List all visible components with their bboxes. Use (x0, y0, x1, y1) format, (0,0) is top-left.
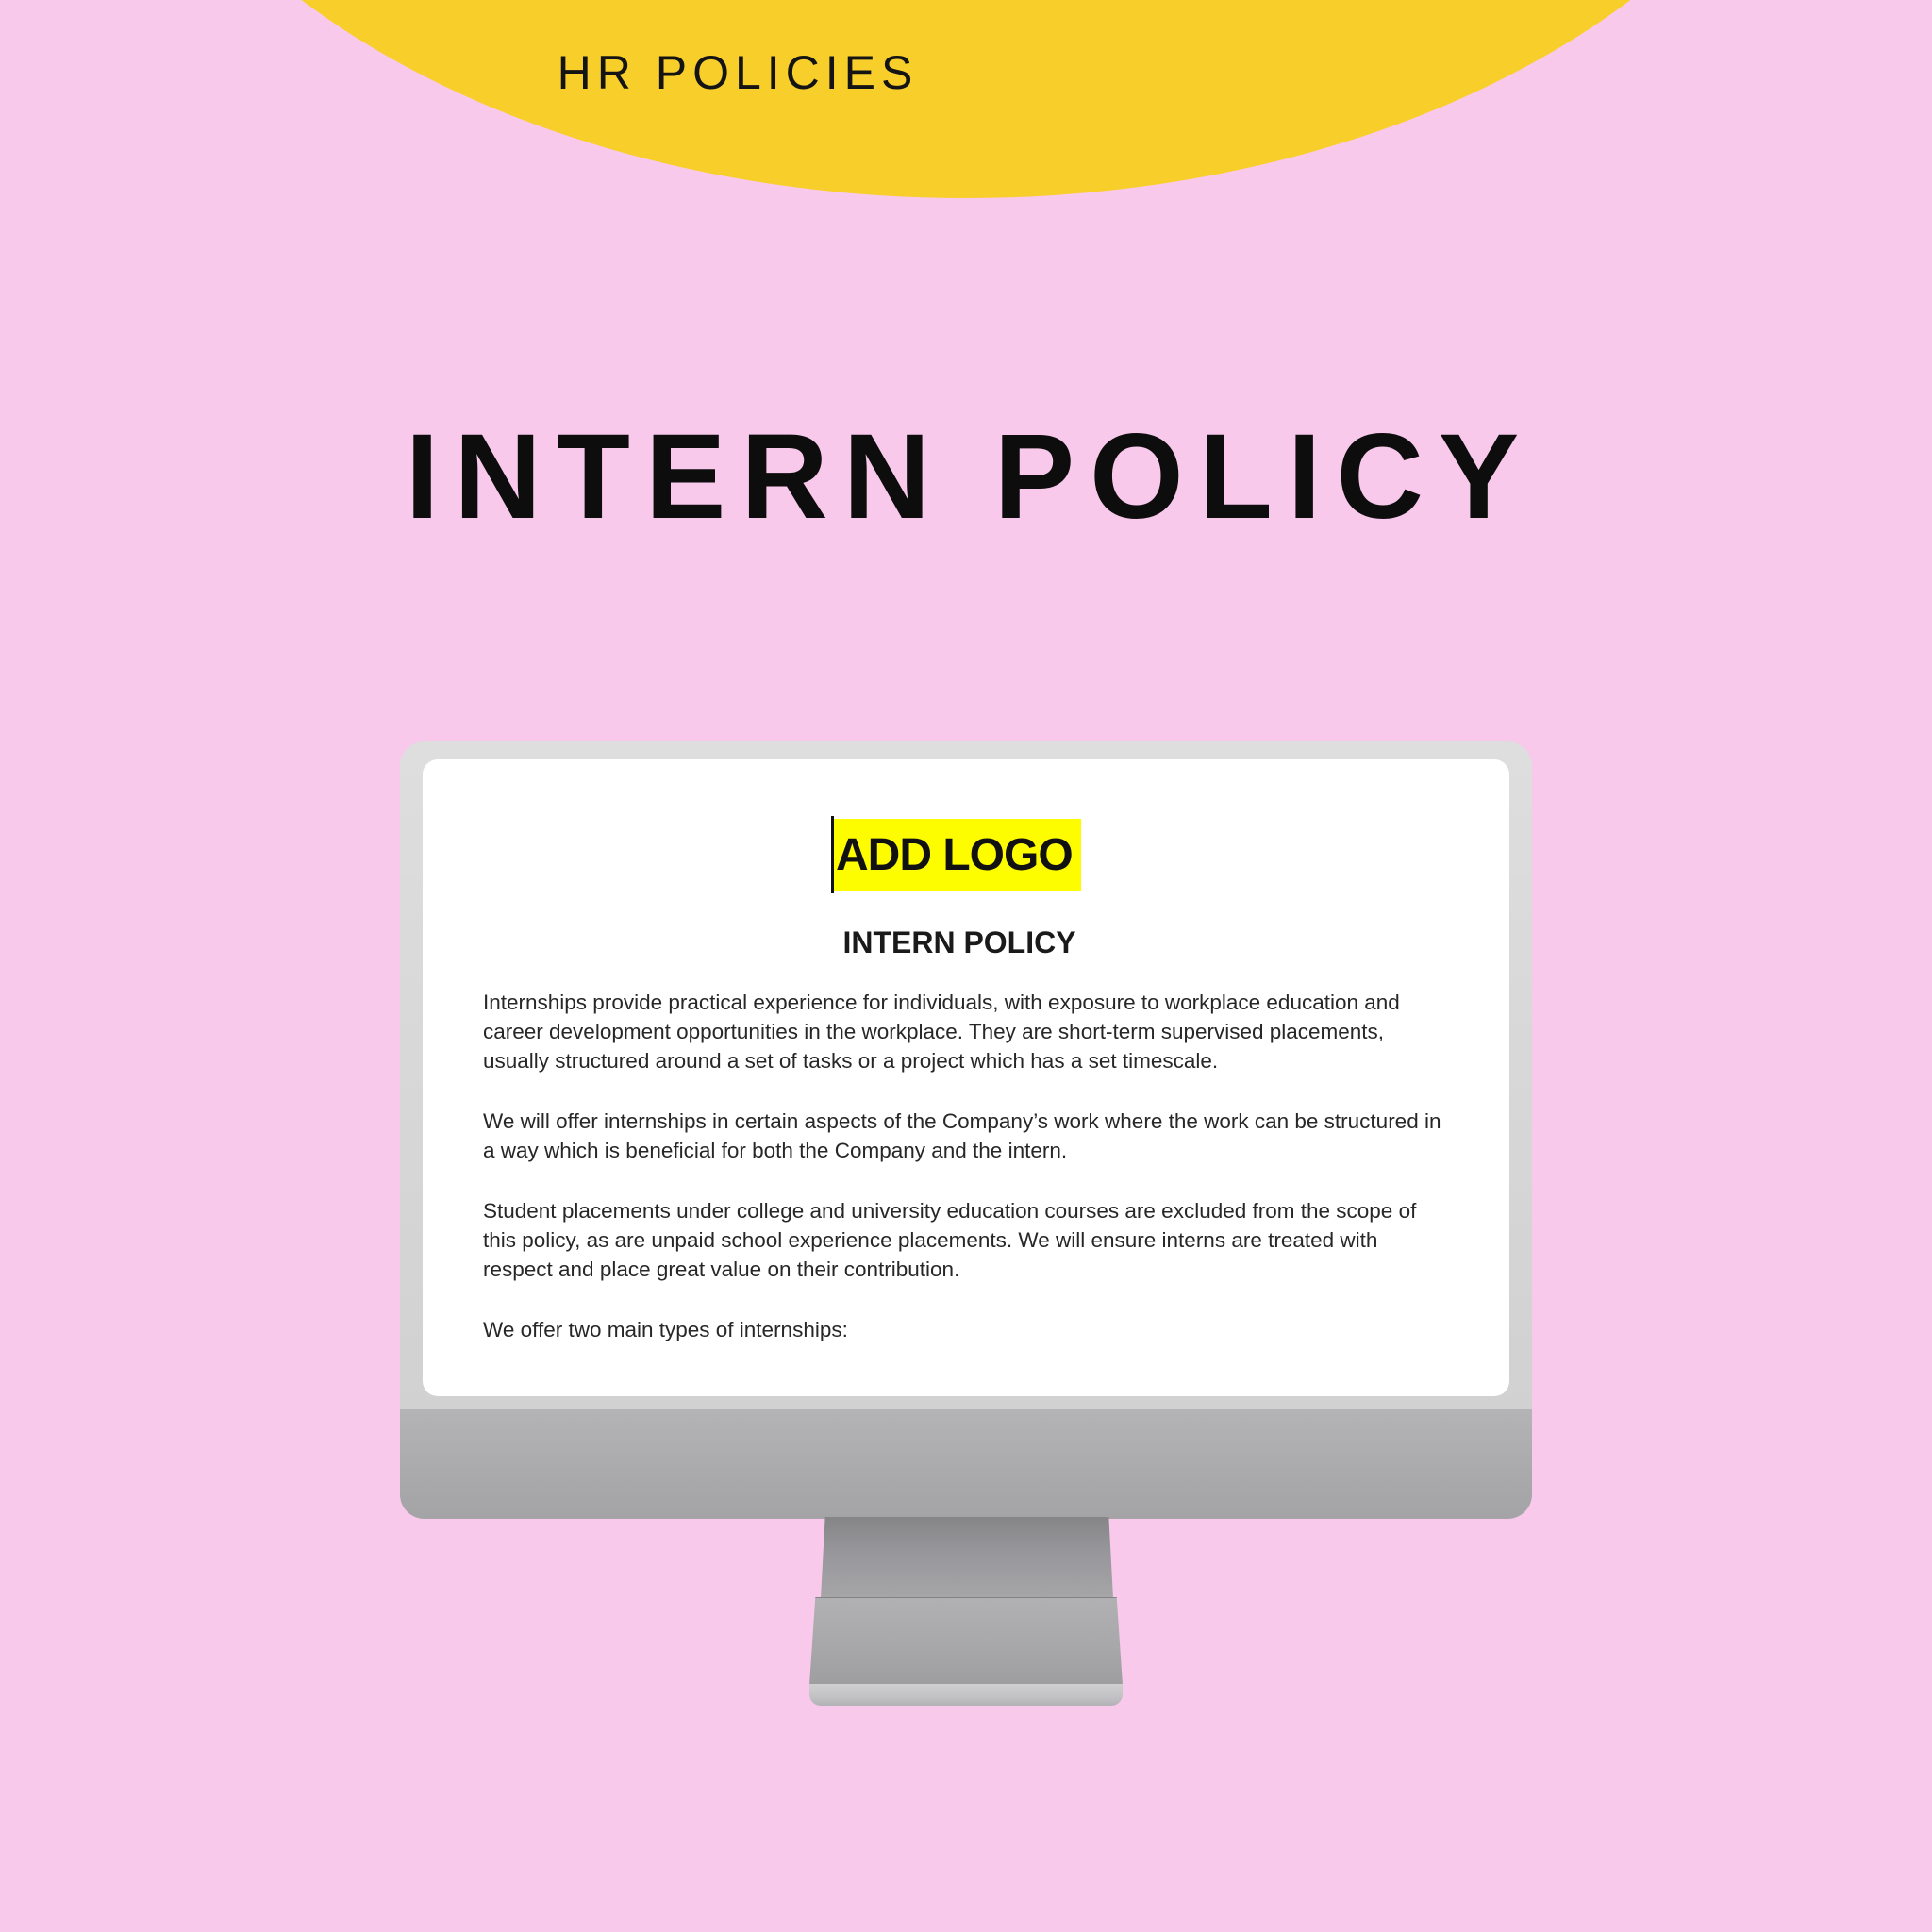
doc-paragraph: We offer two main types of internships: (483, 1318, 848, 1341)
monitor-stand-foot (809, 1684, 1123, 1706)
doc-paragraph: Internships provide practical experience for individuals, with exposure to workplace education and career development opportunities in the workplace. They are short-term supervised placements, usually structured around a set of tasks or a project which has a set timescale. (483, 991, 1400, 1073)
logo-placeholder[interactable] (832, 819, 1081, 891)
document-body (483, 988, 1447, 1375)
document-title: INTERN POLICY (842, 925, 1076, 959)
monitor-stand-neck (821, 1517, 1113, 1598)
monitor-stand-base (809, 1597, 1123, 1685)
monitor-chin (400, 1409, 1532, 1519)
logo-placeholder-text: ADD LOGO (836, 829, 1073, 880)
poster-title: INTERN POLICY (405, 409, 1535, 544)
monitor-screen (423, 759, 1509, 1396)
text-cursor (831, 816, 834, 893)
banner-ellipse (86, 0, 1846, 198)
imac-monitor (400, 741, 1532, 1519)
doc-paragraph: We will offer internships in certain aspects of the Company’s work where the work can be structured in a way which is beneficial for both the Company and the intern. (483, 1109, 1441, 1162)
banner-label: HR POLICIES (557, 46, 919, 99)
doc-paragraph: Student placements under college and university education courses are excluded from the scope of this policy, as are unpaid school experience placements. We will ensure interns are treated with respect and place great value on their contribution. (483, 1199, 1417, 1281)
